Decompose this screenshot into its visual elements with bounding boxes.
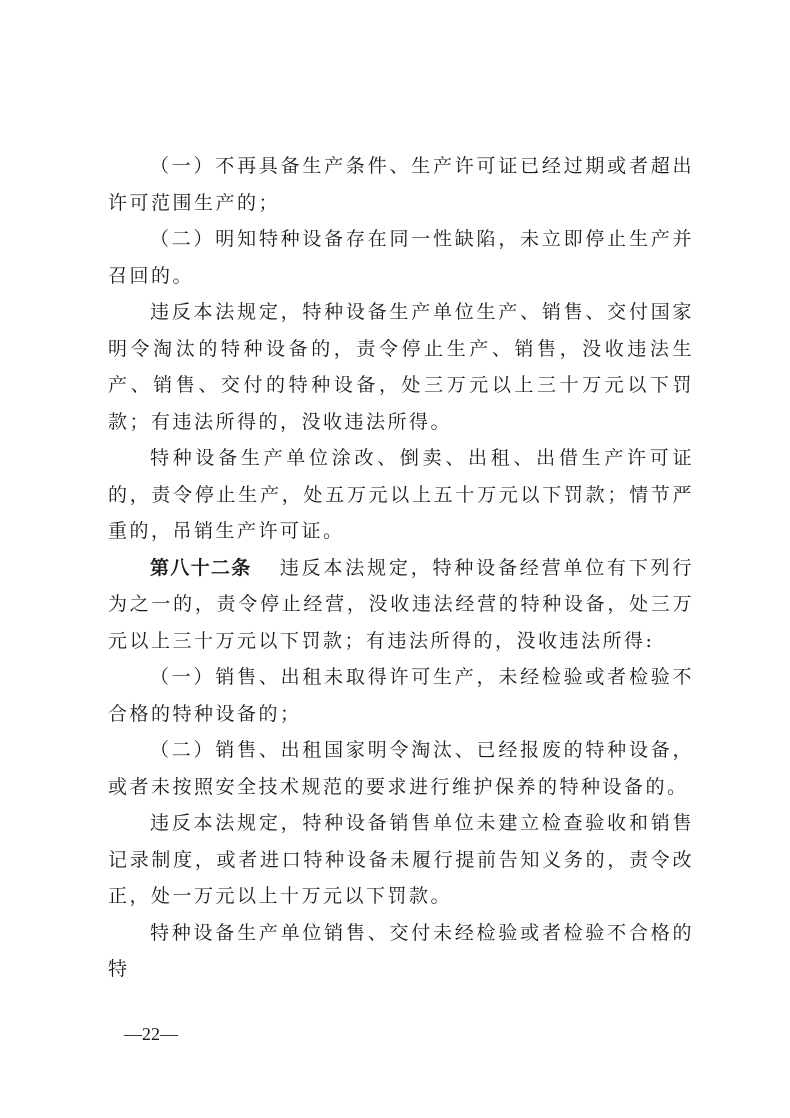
paragraph-text: 违反本法规定，特种设备生产单位生产、销售、交付国家明令淘汰的特种设备的，责令停止生产、销售，没收违法生产、销售、交付的特种设备，处三万元以上三十万元以下罚款；有违法所得的，没收违法所得。 (108, 301, 694, 433)
paragraph-item-1-sales (108, 659, 694, 732)
paragraph-text: 违反本法规定，特种设备销售单位未建立检查验收和销售记录制度，或者进口特种设备未履行提前告知义务的，责令改正，处一万元以上十万元以下罚款。 (108, 812, 694, 907)
paragraph-item-2 (108, 221, 694, 294)
paragraph-article-82 (108, 550, 694, 660)
paragraph-text: （二）明知特种设备存在同一性缺陷，未立即停止生产并召回的。 (108, 228, 694, 287)
body-text (108, 148, 694, 988)
paragraph-text: 特种设备生产单位销售、交付未经检验或者检验不合格的特 (108, 921, 694, 980)
paragraph-sales-records (108, 805, 694, 915)
paragraph-item-1 (108, 148, 694, 221)
paragraph-uninspected-delivery (108, 915, 694, 988)
paragraph-text: （一）不再具备生产条件、生产许可证已经过期或者超出许可范围生产的； (108, 155, 694, 214)
paragraph-text: （二）销售、出租国家明令淘汰、已经报废的特种设备，或者未按照安全技术规范的要求进行维护保养的特种设备的。 (108, 739, 694, 798)
paragraph-license-alteration (108, 440, 694, 550)
paragraph-item-2-sales (108, 732, 694, 805)
article-title: 第八十二条 (150, 556, 252, 579)
paragraph-prohibited-equipment (108, 294, 694, 440)
page-number: —22— (124, 1024, 178, 1044)
paragraph-text: （一）销售、出租未取得许可生产，未经检验或者检验不合格的特种设备的； (108, 666, 694, 725)
paragraph-text: 违反本法规定，特种设备经营单位有下列行为之一的，责令停止经营，没收违法经营的特种设备，处三万元以上三十万元以下罚款；有违法所得的，没收违法所得: (108, 556, 694, 652)
paragraph-text: 特种设备生产单位涂改、倒卖、出租、出借生产许可证的，责令停止生产，处五万元以上五十万元以下罚款；情节严重的，吊销生产许可证。 (108, 447, 694, 542)
